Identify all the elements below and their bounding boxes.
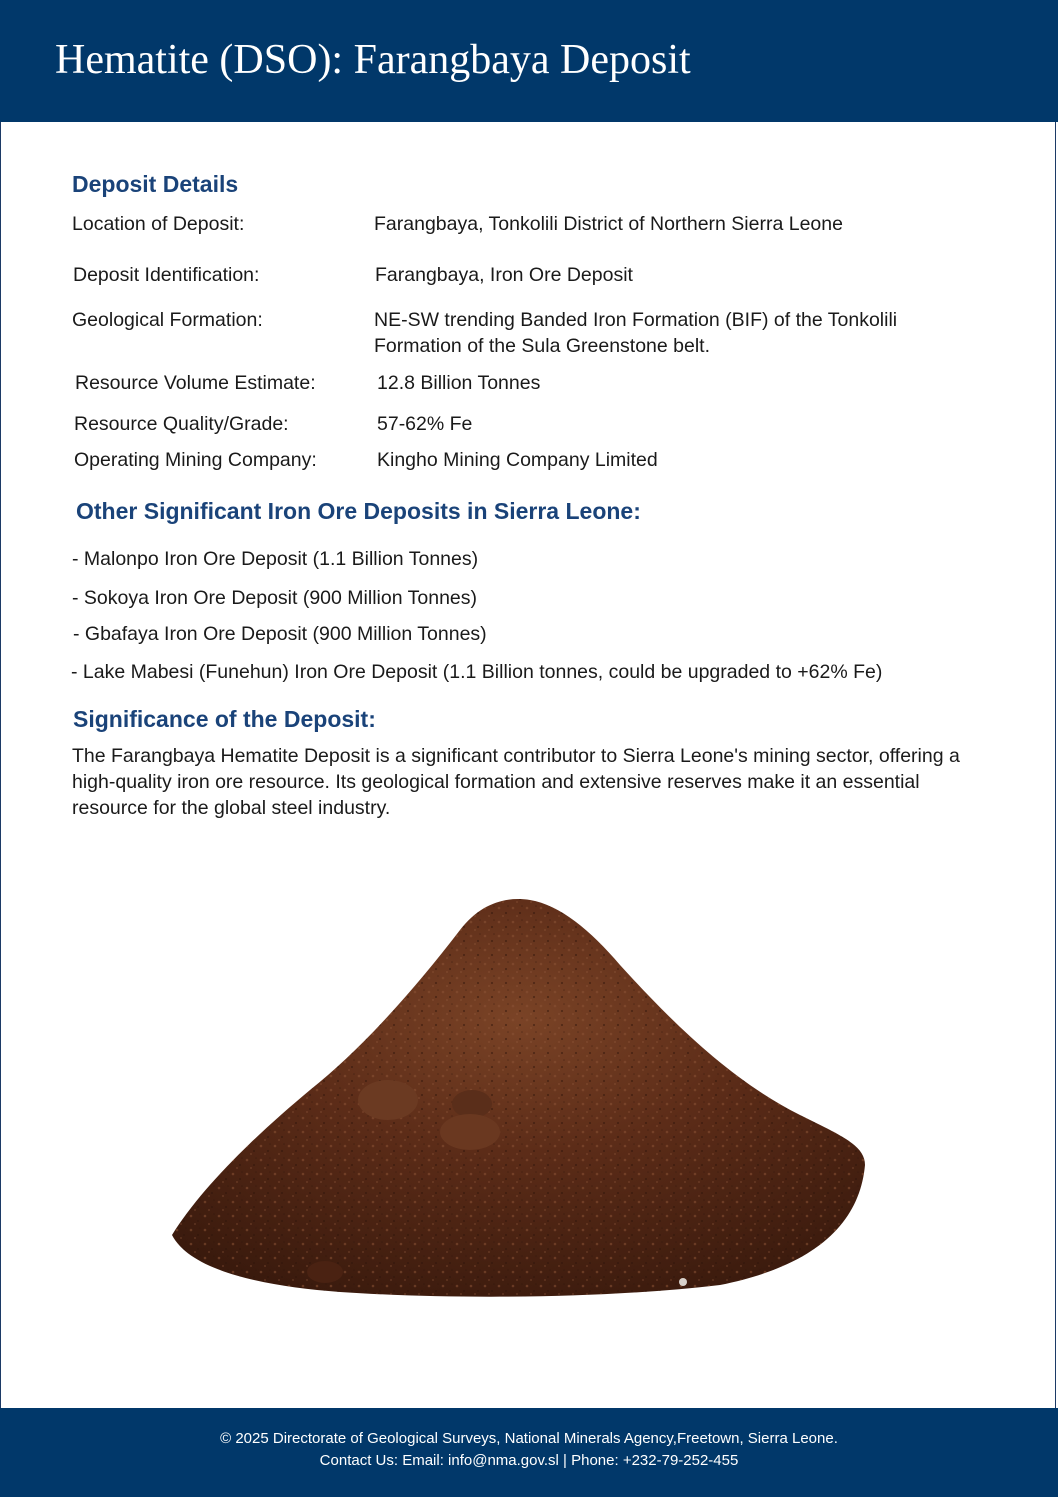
significance-paragraph: The Farangbaya Hematite Deposit is a significant contributor to Sierra Leone's mining sector, offering a high-quality iron ore resource. Its geological formation and extensive reserves make it an essential resource for the global steel industry. [72, 745, 960, 819]
list-item: - Malonpo Iron Ore Deposit (1.1 Billion Tonnes) [72, 548, 479, 570]
page-header [0, 0, 1058, 122]
detail-value-company: Kingho Mining Company Limited [377, 449, 658, 471]
page-footer [0, 1408, 1058, 1497]
significance-heading: Significance of the Deposit: [73, 706, 376, 732]
other-deposits-heading: Other Significant Iron Ore Deposits in Sierra Leone: [76, 498, 641, 524]
footer-copyright: © 2025 Directorate of Geological Surveys, National Minerals Agency,Freetown, Sierra Leone. [220, 1430, 838, 1447]
detail-value-grade: 57-62% Fe [377, 413, 473, 435]
detail-label-grade: Resource Quality/Grade: [74, 413, 289, 435]
detail-label-location: Location of Deposit: [72, 213, 245, 235]
list-item: - Sokoya Iron Ore Deposit (900 Million Tonnes) [72, 587, 477, 609]
hematite-ore-pile-image [160, 890, 880, 1300]
deposit-details-heading: Deposit Details [72, 171, 239, 197]
detail-label-volume: Resource Volume Estimate: [75, 372, 316, 394]
detail-value-formation: NE-SW trending Banded Iron Formation (BIF) of the Tonkolili Formation of the Sula Greenstone belt. [374, 309, 898, 357]
list-item: - Lake Mabesi (Funehun) Iron Ore Deposit (1.1 Billion tonnes, could be upgraded to +62% Fe) [71, 661, 883, 683]
detail-value-location: Farangbaya, Tonkolili District of Northern Sierra Leone [374, 213, 843, 235]
list-item: - Gbafaya Iron Ore Deposit (900 Million Tonnes) [73, 623, 487, 645]
detail-label-identification: Deposit Identification: [73, 264, 260, 286]
footer-contact: Contact Us: Email: info@nma.gov.sl | Phone: +232-79-252-455 [319, 1452, 739, 1469]
detail-value-identification: Farangbaya, Iron Ore Deposit [375, 264, 633, 286]
page-title: Hematite (DSO): Farangbaya Deposit [55, 37, 691, 83]
detail-value-volume: 12.8 Billion Tonnes [377, 372, 541, 394]
detail-label-formation: Geological Formation: [72, 309, 263, 331]
detail-label-company: Operating Mining Company: [74, 449, 317, 471]
